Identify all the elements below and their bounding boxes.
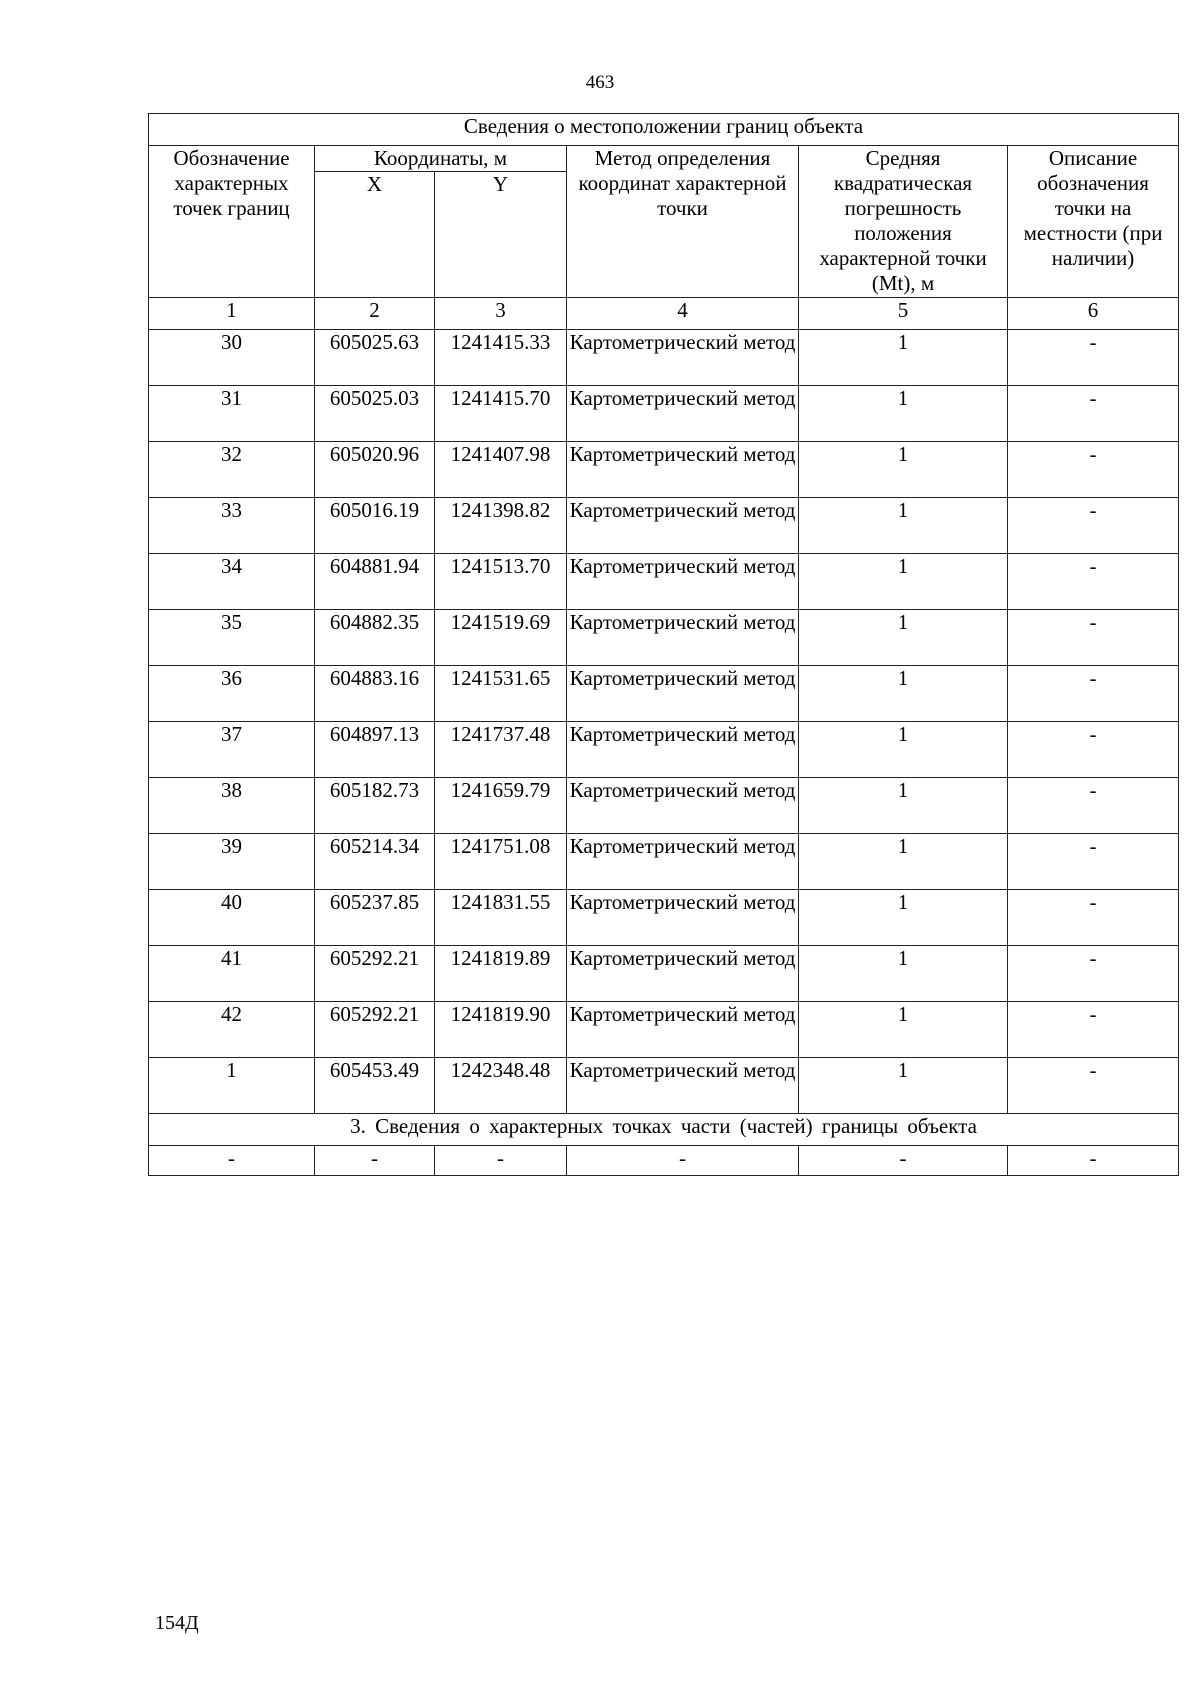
cell-description: - — [1008, 778, 1179, 834]
cell-x: 605020.96 — [315, 442, 435, 498]
cell-method: Картометрический метод — [567, 554, 799, 610]
cell-method: Картометрический метод — [567, 1058, 799, 1114]
cell-x: 604882.35 — [315, 610, 435, 666]
cell-x: 605025.63 — [315, 330, 435, 386]
header-coords: Координаты, м — [315, 146, 567, 172]
cell-y: 1241659.79 — [435, 778, 567, 834]
cell-point: 35 — [149, 610, 315, 666]
header-description: Описание обозначения точки на местности (при наличии) — [1008, 146, 1179, 298]
table-row — [149, 442, 1179, 498]
table-row — [149, 610, 1179, 666]
cell-x: 605292.21 — [315, 1002, 435, 1058]
table-row — [149, 778, 1179, 834]
cell-description: - — [1008, 330, 1179, 386]
table-title-row — [149, 114, 1179, 146]
cell-error: 1 — [799, 722, 1008, 778]
table-row — [149, 666, 1179, 722]
cell-point: 41 — [149, 946, 315, 1002]
header-error: Средняя квадратическая погрешность положения характерной точки (Mt), м — [799, 146, 1008, 298]
table-row — [149, 498, 1179, 554]
cell-method: Картометрический метод — [567, 946, 799, 1002]
cell-x: 605214.34 — [315, 834, 435, 890]
cell-error: 1 — [799, 610, 1008, 666]
table-row — [149, 330, 1179, 386]
table-row — [149, 386, 1179, 442]
cell-y: 1241819.89 — [435, 946, 567, 1002]
table-row — [149, 722, 1179, 778]
cell-description: - — [1008, 946, 1179, 1002]
cell-method: Картометрический метод — [567, 890, 799, 946]
cell-x: 605237.85 — [315, 890, 435, 946]
header-row — [149, 146, 1179, 172]
table-row — [149, 890, 1179, 946]
cell-description: - — [1008, 666, 1179, 722]
cell-x: 605016.19 — [315, 498, 435, 554]
cell-point: 38 — [149, 778, 315, 834]
table-row — [149, 554, 1179, 610]
cell-error: 1 — [799, 1058, 1008, 1114]
cell-description: - — [1008, 1058, 1179, 1114]
cell-y: 1241415.33 — [435, 330, 567, 386]
cell-x: 605182.73 — [315, 778, 435, 834]
cell-x: 604883.16 — [315, 666, 435, 722]
cell-error: 1 — [799, 554, 1008, 610]
cell-method: Картометрический метод — [567, 778, 799, 834]
footer-code: 154Д — [155, 1612, 199, 1634]
cell-error: 1 — [799, 834, 1008, 890]
cell-description: - — [1008, 610, 1179, 666]
cell-method: Картометрический метод — [567, 498, 799, 554]
cell-point: 37 — [149, 722, 315, 778]
cell-error: 1 — [799, 666, 1008, 722]
cell-method: Картометрический метод — [567, 834, 799, 890]
cell-y: 1241751.08 — [435, 834, 567, 890]
cell-x: 605292.21 — [315, 946, 435, 1002]
cell-point: 30 — [149, 330, 315, 386]
cell-error: 1 — [799, 330, 1008, 386]
cell-method: Картометрический метод — [567, 442, 799, 498]
cell-y: 1241415.70 — [435, 386, 567, 442]
section-3-cell: - — [315, 1146, 435, 1176]
cell-point: 33 — [149, 498, 315, 554]
cell-y: 1242348.48 — [435, 1058, 567, 1114]
cell-point: 1 — [149, 1058, 315, 1114]
cell-description: - — [1008, 442, 1179, 498]
cell-method: Картометрический метод — [567, 610, 799, 666]
cell-error: 1 — [799, 498, 1008, 554]
cell-y: 1241819.90 — [435, 1002, 567, 1058]
cell-point: 31 — [149, 386, 315, 442]
cell-point: 39 — [149, 834, 315, 890]
column-number: 3 — [435, 298, 567, 330]
cell-method: Картометрический метод — [567, 386, 799, 442]
cell-y: 1241407.98 — [435, 442, 567, 498]
section-3-row — [149, 1114, 1179, 1146]
section-3-cell: - — [149, 1146, 315, 1176]
cell-y: 1241531.65 — [435, 666, 567, 722]
table-row — [149, 1002, 1179, 1058]
cell-description: - — [1008, 834, 1179, 890]
cell-error: 1 — [799, 442, 1008, 498]
page-number: 463 — [585, 72, 615, 93]
cell-x: 604897.13 — [315, 722, 435, 778]
cell-error: 1 — [799, 946, 1008, 1002]
cell-point: 34 — [149, 554, 315, 610]
cell-point: 36 — [149, 666, 315, 722]
table-title: Сведения о местоположении границ объекта — [149, 114, 1179, 146]
cell-x: 605025.03 — [315, 386, 435, 442]
cell-point: 42 — [149, 1002, 315, 1058]
boundary-coordinates-table — [148, 113, 1179, 1176]
cell-y: 1241513.70 — [435, 554, 567, 610]
cell-description: - — [1008, 498, 1179, 554]
cell-y: 1241737.48 — [435, 722, 567, 778]
cell-error: 1 — [799, 386, 1008, 442]
table-row — [149, 946, 1179, 1002]
header-method: Метод определения координат характерной точки — [567, 146, 799, 298]
section-3-cell: - — [799, 1146, 1008, 1176]
cell-y: 1241398.82 — [435, 498, 567, 554]
cell-y: 1241519.69 — [435, 610, 567, 666]
section-3-cell: - — [435, 1146, 567, 1176]
header-y: Y — [435, 172, 567, 298]
section-3-data-row — [149, 1146, 1179, 1176]
header-x: X — [315, 172, 435, 298]
section-3-cell: - — [1008, 1146, 1179, 1176]
column-number: 5 — [799, 298, 1008, 330]
cell-method: Картометрический метод — [567, 722, 799, 778]
cell-error: 1 — [799, 778, 1008, 834]
cell-method: Картометрический метод — [567, 666, 799, 722]
cell-x: 604881.94 — [315, 554, 435, 610]
table-row — [149, 1058, 1179, 1114]
column-number: 2 — [315, 298, 435, 330]
header-point: Обозначение характерных точек границ — [149, 146, 315, 298]
cell-error: 1 — [799, 890, 1008, 946]
cell-description: - — [1008, 386, 1179, 442]
column-number: 6 — [1008, 298, 1179, 330]
section-3-cell: - — [567, 1146, 799, 1176]
section-3-title: 3. Сведения о характерных точках части (частей) границы объекта — [149, 1114, 1179, 1146]
cell-method: Картометрический метод — [567, 330, 799, 386]
cell-y: 1241831.55 — [435, 890, 567, 946]
cell-x: 605453.49 — [315, 1058, 435, 1114]
column-number-row — [149, 298, 1179, 330]
cell-description: - — [1008, 554, 1179, 610]
cell-description: - — [1008, 1002, 1179, 1058]
table-row — [149, 834, 1179, 890]
column-number: 1 — [149, 298, 315, 330]
cell-error: 1 — [799, 1002, 1008, 1058]
cell-method: Картометрический метод — [567, 1002, 799, 1058]
column-number: 4 — [567, 298, 799, 330]
cell-point: 40 — [149, 890, 315, 946]
cell-description: - — [1008, 722, 1179, 778]
cell-point: 32 — [149, 442, 315, 498]
cell-description: - — [1008, 890, 1179, 946]
